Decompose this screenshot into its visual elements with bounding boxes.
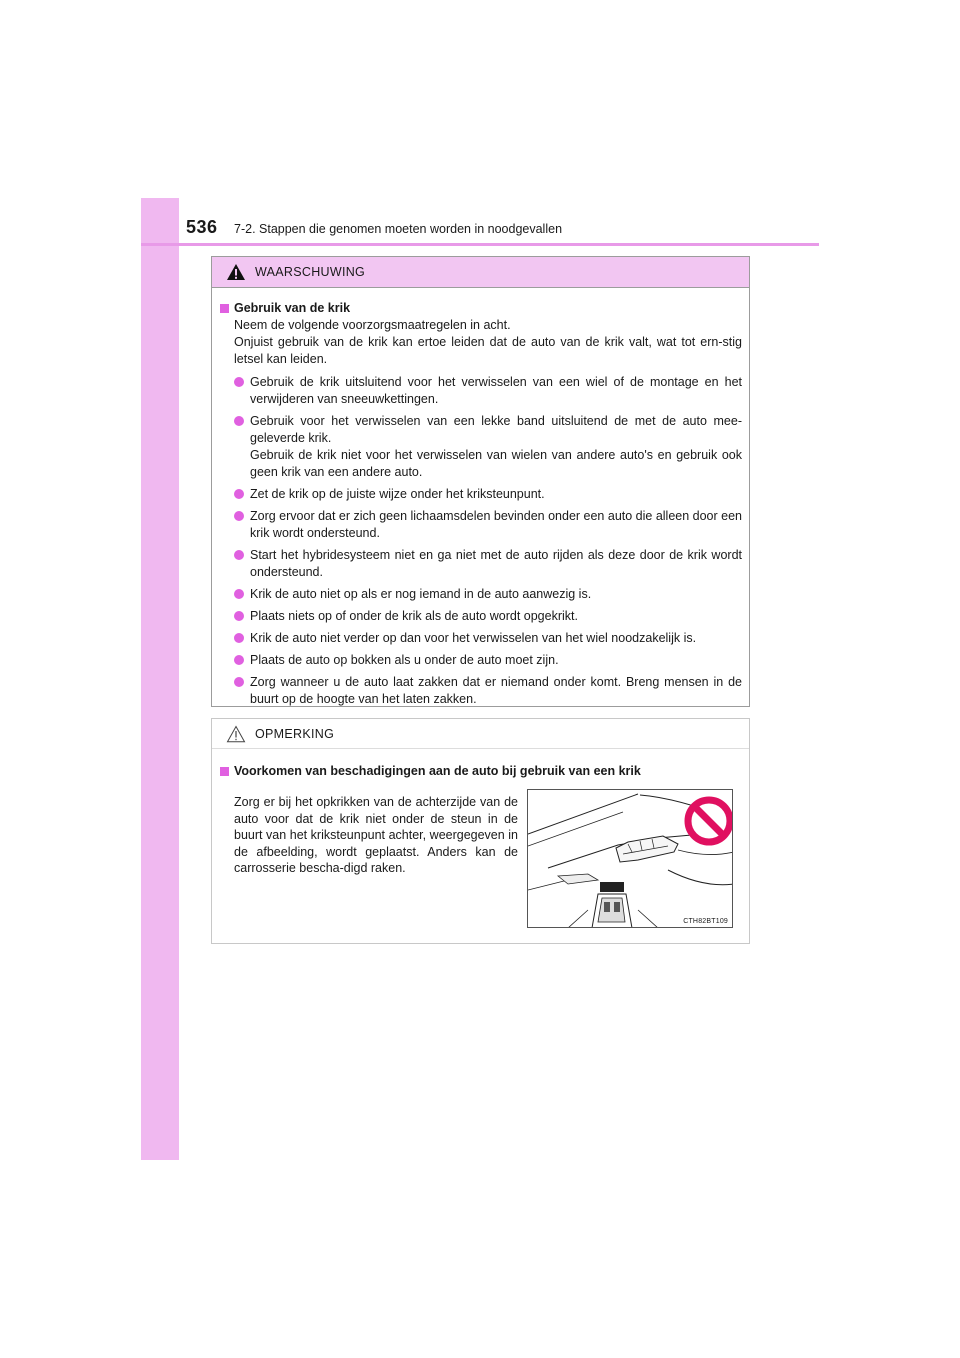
bullet-dot-icon bbox=[234, 416, 244, 426]
bullet-dot-icon bbox=[234, 655, 244, 665]
notice-header bbox=[212, 719, 749, 749]
warning-bullet: Gebruik voor het verwisselen van een lekke band uitsluitend de met de auto mee-geleverde krik. Gebruik de krik niet voor het verwisselen van wielen van andere auto's en gebruik ook geen krik van een andere auto. bbox=[220, 413, 742, 481]
warning-intro-1: Neem de volgende voorzorgsmaatregelen in acht. bbox=[234, 318, 511, 332]
figure-code: CTH82BT109 bbox=[683, 918, 728, 925]
warning-bullet: Plaats niets op of onder de krik als de auto wordt opgekrikt. bbox=[220, 608, 742, 625]
warning-bullet: Zorg ervoor dat er zich geen lichaamsdelen bevinden onder een auto die alleen door een krik wordt ondersteund. bbox=[220, 508, 742, 542]
notice-text: Zorg er bij het opkrikken van de achterzijde van de auto voor dat de krik niet onder de steun in de buurt van het kriksteunpunt achter, weergegeven in de afbeelding, wordt geplaatst. Anders kan de carrosserie bescha-digd raken. bbox=[234, 795, 518, 875]
warning-bullet: Zet de krik op de juiste wijze onder het kriksteunpunt. bbox=[220, 486, 742, 503]
bullet-dot-icon bbox=[234, 633, 244, 643]
warning-heading: Gebruik van de krik bbox=[220, 300, 742, 317]
notice-box bbox=[211, 718, 750, 944]
warning-title: WAARSCHUWING bbox=[255, 265, 366, 279]
bullet-dot-icon bbox=[234, 589, 244, 599]
warning-box bbox=[211, 256, 750, 707]
caution-triangle-outline-icon bbox=[226, 725, 246, 743]
section-title: 7-2. Stappen die genomen moeten worden in noodgevallen bbox=[234, 222, 563, 236]
bullet-dot-icon bbox=[234, 377, 244, 387]
notice-heading: Voorkomen van beschadigingen aan de auto bij gebruik van een krik bbox=[220, 763, 742, 780]
square-bullet-icon bbox=[220, 304, 229, 313]
bullet-dot-icon bbox=[234, 489, 244, 499]
warning-bullet: Krik de auto niet verder op dan voor het verwisselen van het wiel noodzakelijk is. bbox=[220, 630, 742, 647]
square-bullet-icon bbox=[220, 767, 229, 776]
header-rule bbox=[141, 243, 819, 246]
warning-bullet: Zorg wanneer u de auto laat zakken dat er niemand onder komt. Breng mensen in de buurt op de hoogte van het laten zakken. bbox=[220, 674, 742, 708]
warning-bullet: Plaats de auto op bokken als u onder de auto moet zijn. bbox=[220, 652, 742, 669]
page-number: 536 bbox=[186, 217, 218, 237]
warning-bullet: Start het hybridesysteem niet en ga niet met de auto rijden als deze door de krik wordt ondersteund. bbox=[220, 547, 742, 581]
jack-point-illustration bbox=[527, 789, 733, 928]
bullet-dot-icon bbox=[234, 511, 244, 521]
warning-bullet: Krik de auto niet op als er nog iemand in de auto aanwezig is. bbox=[220, 586, 742, 603]
warning-content bbox=[212, 288, 749, 708]
bullet-dot-icon bbox=[234, 611, 244, 621]
notice-title: OPMERKING bbox=[255, 726, 335, 741]
warning-intro-2: Onjuist gebruik van de krik kan ertoe leiden dat de auto van de krik valt, wat tot ern-stig letsel kan leiden. bbox=[234, 335, 742, 366]
warning-bullet: Gebruik de krik uitsluitend voor het verwisselen van een wiel of de montage en het verwijderen van sneeuwkettingen. bbox=[220, 374, 742, 408]
bullet-dot-icon bbox=[234, 550, 244, 560]
chapter-side-tab bbox=[141, 198, 179, 1160]
jack-illustration-drawing bbox=[528, 790, 733, 928]
warning-header bbox=[212, 257, 749, 288]
bullet-dot-icon bbox=[234, 677, 244, 687]
warning-triangle-icon bbox=[226, 263, 246, 281]
